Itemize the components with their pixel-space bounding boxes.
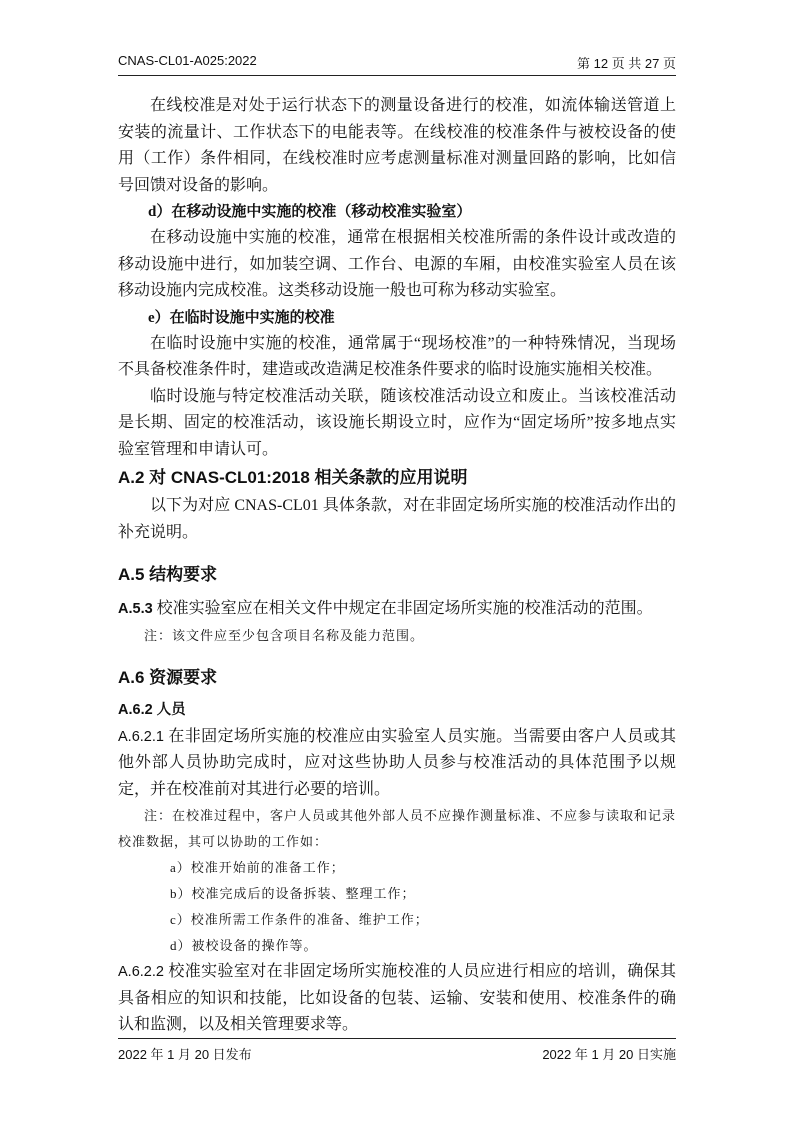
clause-a53-number: A.5.3 [118,601,153,617]
clause-a621-text: 在非固定场所实施的校准应由实验室人员实施。当需要由客户人员或其他外部人员协助完成时，应对这些协助人员参与校准活动的具体范围予以规定，并在校准前对其进行必要的培训。 [118,727,676,798]
section-a2-text: 以下为对应 CNAS-CL01 具体条款，对在非固定场所实施的校准活动作出的补充说明。 [118,497,676,541]
implementation-date: 2022 年 1 月 20 日实施 [542,1047,676,1062]
subheading-d: d）在移动设施中实施的校准（移动校准实验室） [148,204,472,220]
issue-date: 2022 年 1 月 20 日发布 [118,1047,252,1062]
doc-id: CNAS-CL01-A025:2022 [118,53,257,68]
page-number: 第 12 页 共 27 页 [577,56,676,71]
page-header [118,53,676,75]
section-a6-title: A.6 资源要求 [118,667,218,687]
clause-a621 [118,724,676,804]
section-a5-title: A.5 结构要求 [118,565,218,584]
note-item-a: a）校准开始前的准备工作； [170,860,345,875]
page-content [118,93,676,1039]
clause-a622-number: A.6.2.2 [118,964,164,980]
note-item-d: d）被校设备的操作等。 [170,938,318,953]
page-footer [118,1044,676,1064]
paragraph-temporary-facility-2: 临时设施与特定校准活动关联，随该校准活动设立和废止。当该校准活动是长期、固定的校准活动，该设施长期设立时，应作为“固定场所”按多地点实验室管理和申请认可。 [118,387,676,458]
clause-a622 [118,959,676,1039]
clause-a621-number: A.6.2.1 [118,728,164,745]
clause-a622-text: 校准实验室对在非固定场所实施校准的人员应进行相应的培训，确保其具备相应的知识和技能，比如设备的包装、运输、安装和使用、校准条件的确认和监测，以及相关管理要求等。 [118,963,676,1033]
paragraph-temporary-facility: 在临时设施中实施的校准，通常属于“现场校准”的一种特殊情况，当现场不具备校准条件时，建造或改造满足校准条件要求的临时设施实施相关校准。 [118,334,676,378]
subheading-e: e）在临时设施中实施的校准 [148,309,335,326]
paragraph-online-calibration: 在线校准是对处于运行状态下的测量设备进行的校准，如流体输送管道上安装的流量计、工作状态下的电能表等。在线校准的校准条件与被校设备的使用（工作）条件相同，在线校准时应考虑测量标准对测量回路的影响，比如信号回馈对设备的影响。 [118,97,676,194]
note-a53: 注：该文件应至少包含项目名称及能力范围。 [144,627,425,643]
footer-divider [118,1038,676,1039]
paragraph-mobile-facility: 在移动设施中实施的校准，通常在根据相关校准所需的条件设计或改造的移动设施中进行，如加装空调、工作台、电源的车厢，由校准实验室人员在该移动设施内完成校准。这类移动设施一般也可称为移动实验室。 [118,229,676,299]
clause-a62-title: A.6.2 人员 [118,701,186,718]
note-a621: 注：在校准过程中，客户人员或其他外部人员不应操作测量标准、不应参与读取和记录校准数据，其可以协助的工作如： [118,808,677,849]
note-item-b: b）校准完成后的设备拆装、整理工作； [170,886,416,901]
section-a2-title: A.2 对 CNAS-CL01:2018 相关条款的应用说明 [118,468,468,487]
clause-a53 [118,596,676,623]
clause-a53-text: 校准实验室应在相关文件中规定在非固定场所实施的校准活动的范围。 [152,600,653,617]
note-item-c: c）校准所需工作条件的准备、维护工作； [170,912,429,927]
header-divider [118,75,676,76]
